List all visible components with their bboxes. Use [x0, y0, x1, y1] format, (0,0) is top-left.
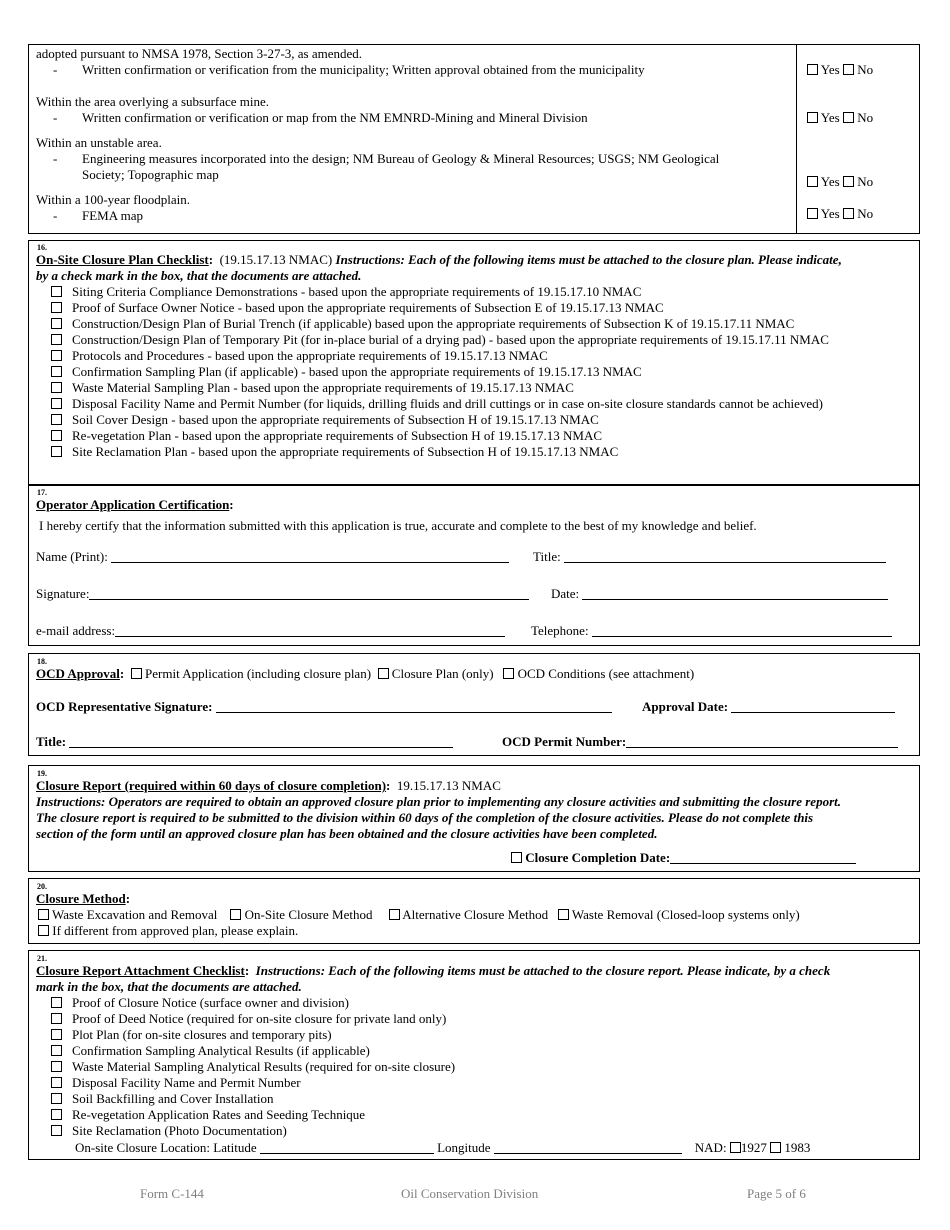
- title-line[interactable]: [564, 550, 886, 563]
- instructions: Instructions: Operators are required to obtain an approved closure plan prior to implementing any closure activities and submitting the closure report.: [36, 794, 841, 809]
- checklist-checkbox[interactable]: [51, 334, 62, 345]
- approval-date-field[interactable]: [642, 699, 895, 715]
- checklist-item: [51, 995, 349, 1011]
- title-field[interactable]: [533, 549, 886, 565]
- approval-date-label: Approval Date:: [642, 699, 729, 714]
- checklist-checkbox[interactable]: [51, 446, 62, 457]
- closure-method-options: [38, 907, 800, 923]
- no-checkbox[interactable]: [843, 112, 854, 123]
- checklist-item: [51, 300, 664, 316]
- checklist-checkbox[interactable]: [51, 302, 62, 313]
- yes-no-group: [807, 62, 873, 78]
- checklist-checkbox[interactable]: [51, 1125, 62, 1136]
- email-label: e-mail address:: [36, 623, 116, 638]
- waste-removal-checkbox[interactable]: [558, 909, 569, 920]
- siting-row-evidence: Society; Topographic map: [82, 167, 219, 182]
- closure-completion-date-label: Closure Completion Date:: [525, 850, 671, 865]
- checklist-item-label: Re-vegetation Plan - based upon the appropriate requirements of Subsection H of 19.15.17.13 NMAC: [72, 428, 602, 443]
- alternative-closure-checkbox[interactable]: [389, 909, 400, 920]
- yes-no-group: [807, 174, 873, 190]
- no-label: No: [857, 110, 874, 125]
- checklist-checkbox[interactable]: [51, 350, 62, 361]
- nad-1983-label: 1983: [784, 1140, 811, 1155]
- checklist-item-label: Plot Plan (for on-site closures and temporary pits): [72, 1027, 332, 1042]
- section-heading-line: Closure Method:: [36, 891, 131, 906]
- checklist-item: [51, 428, 602, 444]
- ocd-permit-number-line[interactable]: [626, 735, 898, 748]
- checklist-checkbox[interactable]: [51, 1109, 62, 1120]
- section-title: On-Site Closure Plan Checklist: [36, 252, 209, 267]
- checklist-item: [51, 412, 599, 428]
- yes-label: Yes: [820, 110, 840, 125]
- section-21-closure-report-attachments: [28, 950, 920, 1160]
- telephone-label: Telephone:: [531, 623, 589, 638]
- date-label: Date:: [551, 586, 580, 601]
- instructions-cont: by a check mark in the box, that the documents are attached.: [36, 268, 362, 283]
- yes-checkbox[interactable]: [807, 64, 818, 75]
- no-checkbox[interactable]: [843, 208, 854, 219]
- waste-excavation-label: Waste Excavation and Removal: [52, 907, 218, 922]
- section-heading-line: Operator Application Certification:: [36, 497, 234, 512]
- nmac-reference: 19.15.17.13 NMAC: [396, 778, 501, 793]
- latitude-line[interactable]: [260, 1141, 434, 1154]
- siting-criteria-table: [28, 44, 920, 234]
- no-label: No: [857, 174, 874, 189]
- footer-division: Oil Conservation Division: [401, 1186, 539, 1201]
- checklist-item: [51, 444, 618, 460]
- ocd-permit-number-label: OCD Permit Number:: [502, 734, 627, 749]
- checklist-checkbox[interactable]: [51, 1077, 62, 1088]
- checklist-checkbox[interactable]: [51, 318, 62, 329]
- section-heading-line: On-Site Closure Plan Checklist: (19.15.17.13 NMAC) Instructions: Each of the following items must be attached to the closure plan. Please indicate,: [36, 252, 842, 267]
- yes-checkbox[interactable]: [807, 112, 818, 123]
- checklist-item: [51, 284, 641, 300]
- section-title: Closure Report (required within 60 days of closure completion): [36, 778, 387, 793]
- longitude-line[interactable]: [494, 1141, 682, 1154]
- name-print-field[interactable]: [36, 549, 509, 565]
- checklist-checkbox[interactable]: [51, 382, 62, 393]
- no-checkbox[interactable]: [843, 176, 854, 187]
- closure-completion-checkbox[interactable]: [511, 852, 522, 863]
- section-number: 17.: [37, 488, 47, 497]
- longitude-label: Longitude: [437, 1140, 491, 1155]
- ocd-title-line[interactable]: [69, 735, 453, 748]
- checklist-item-label: Protocols and Procedures - based upon the appropriate requirements of 19.15.17.13 NMAC: [72, 348, 548, 363]
- signature-field[interactable]: [36, 586, 529, 602]
- instructions: The closure report is required to be submitted to the division within 60 days of the completion of the closure activities. Please do not complete this: [36, 810, 814, 825]
- checklist-item-label: Proof of Surface Owner Notice - based upon the appropriate requirements of Subsection E of 19.15.17.13 NMAC: [72, 300, 664, 315]
- section-title: Closure Method: [36, 891, 126, 906]
- checklist-item-label: Disposal Facility Name and Permit Number (for liquids, drilling fluids and drill cuttings or in case on-site closure standards cannot be achieved): [72, 396, 823, 411]
- checklist-item: [51, 364, 642, 380]
- section-number: 16.: [37, 243, 47, 252]
- checklist-checkbox[interactable]: [51, 1013, 62, 1024]
- checklist-item-label: Site Reclamation Plan - based upon the appropriate requirements of Subsection H of 19.15.17.13 NMAC: [72, 444, 619, 459]
- section-heading-line: Closure Report Attachment Checklist: Instructions: Each of the following items must be attached to the closure report. Please indicate, by a check: [36, 963, 831, 978]
- yes-checkbox[interactable]: [807, 176, 818, 187]
- email-line[interactable]: [115, 624, 505, 637]
- section-title: Operator Application Certification: [36, 497, 230, 512]
- ocd-conditions-label: OCD Conditions (see attachment): [517, 666, 695, 681]
- checklist-item: [51, 348, 548, 364]
- checklist-item-label: Confirmation Sampling Plan (if applicable) - based upon the appropriate requirements of 19.15.17.13 NMAC: [72, 364, 642, 379]
- siting-row-text: Within an unstable area.: [36, 135, 162, 150]
- section-18-ocd-approval: [28, 653, 920, 756]
- ocd-rep-signature-line[interactable]: [216, 700, 612, 713]
- section-17-operator-certification: [28, 485, 920, 646]
- telephone-line[interactable]: [592, 624, 892, 637]
- no-checkbox[interactable]: [843, 64, 854, 75]
- nad-label: NAD:: [694, 1140, 727, 1155]
- siting-row-text: Within the area overlying a subsurface mine.: [36, 94, 270, 109]
- ocd-permit-number-field[interactable]: [502, 734, 898, 750]
- checklist-item: [51, 1043, 370, 1059]
- checklist-checkbox[interactable]: [51, 430, 62, 441]
- closure-completion-date-line[interactable]: [670, 851, 856, 864]
- siting-row-text: adopted pursuant to NMSA 1978, Section 3-27-3, as amended.: [36, 46, 363, 61]
- ocd-title-label: Title:: [36, 734, 67, 749]
- checklist-item: [51, 1059, 455, 1075]
- permit-application-checkbox[interactable]: [131, 668, 142, 679]
- checklist-item-label: Waste Material Sampling Analytical Results (required for on-site closure): [72, 1059, 456, 1074]
- checklist-item: [51, 1091, 273, 1107]
- checklist-item-label: Siting Criteria Compliance Demonstrations - based upon the appropriate requirements of 19.15.17.10 NMAC: [72, 284, 642, 299]
- signature-label: Signature:: [36, 586, 90, 601]
- onsite-closure-label: On-Site Closure Method: [244, 907, 373, 922]
- checklist-item: [51, 1027, 332, 1043]
- section-20-closure-method: [28, 878, 920, 944]
- checklist-item: [51, 1107, 365, 1123]
- checklist-checkbox[interactable]: [51, 1029, 62, 1040]
- section-heading-line: Closure Report (required within 60 days of closure completion): 19.15.17.13 NMAC: [36, 778, 501, 793]
- nad-1983-checkbox[interactable]: [770, 1142, 781, 1153]
- waste-excavation-checkbox[interactable]: [38, 909, 49, 920]
- no-label: No: [857, 206, 874, 221]
- dash: -: [53, 62, 58, 77]
- siting-row-evidence: FEMA map: [82, 208, 144, 223]
- onsite-closure-location: [75, 1140, 810, 1156]
- no-label: No: [857, 62, 874, 77]
- date-field[interactable]: [551, 586, 888, 602]
- section-number: 18.: [37, 657, 47, 666]
- table-divider: [796, 45, 797, 233]
- nmac-reference: (19.15.17.13 NMAC): [219, 252, 333, 267]
- checklist-item: [51, 1075, 301, 1091]
- closure-completion-date-field[interactable]: [511, 850, 856, 866]
- dash: -: [53, 110, 58, 125]
- checklist-checkbox[interactable]: [51, 1061, 62, 1072]
- checklist-item-label: Construction/Design Plan of Burial Trench (if applicable) based upon the appropriate requirements of Subsection K of 19.15.17.11 NMAC: [72, 316, 795, 331]
- certification-statement: I hereby certify that the information submitted with this application is true, accurate and complete to the best of my knowledge and belief.: [39, 518, 757, 533]
- checklist-item: [51, 396, 823, 412]
- instructions: section of the form until an approved closure plan has been obtained and the closure activities have been completed.: [36, 826, 658, 841]
- siting-row-evidence: Written confirmation or verification or map from the NM EMNRD-Mining and Mineral Division: [82, 110, 588, 125]
- section-title: Closure Report Attachment Checklist: [36, 963, 245, 978]
- checklist-checkbox[interactable]: [51, 366, 62, 377]
- ocd-conditions-checkbox[interactable]: [503, 668, 514, 679]
- ocd-title-field[interactable]: [36, 734, 453, 750]
- checklist-checkbox[interactable]: [51, 398, 62, 409]
- section-number: 19.: [37, 769, 47, 778]
- nad-1927-checkbox[interactable]: [730, 1142, 741, 1153]
- yes-label: Yes: [820, 206, 840, 221]
- footer-form-number: Form C-144: [140, 1186, 204, 1201]
- dash: -: [53, 151, 58, 166]
- yes-no-group: [807, 110, 873, 126]
- checklist-item-label: Confirmation Sampling Analytical Results (if applicable): [72, 1043, 370, 1058]
- checklist-item: [51, 380, 574, 396]
- waste-removal-label: Waste Removal (Closed-loop systems only): [571, 907, 800, 922]
- checklist-item-label: Proof of Closure Notice (surface owner and division): [72, 995, 349, 1010]
- email-field[interactable]: [36, 623, 505, 639]
- checklist-checkbox[interactable]: [51, 1045, 62, 1056]
- checklist-item-label: Waste Material Sampling Plan - based upon the appropriate requirements of 19.15.17.13 NMAC: [72, 380, 574, 395]
- checklist-item-label: Disposal Facility Name and Permit Number: [72, 1075, 301, 1090]
- dash: -: [53, 208, 58, 223]
- alternative-closure-label: Alternative Closure Method: [402, 907, 549, 922]
- yes-label: Yes: [820, 174, 840, 189]
- checklist-checkbox[interactable]: [51, 286, 62, 297]
- checklist-checkbox[interactable]: [51, 414, 62, 425]
- checklist-item-label: Proof of Deed Notice (required for on-site closure for private land only): [72, 1011, 447, 1026]
- section-16-onsite-closure-checklist: [28, 240, 920, 485]
- checklist-item: [51, 332, 829, 348]
- instructions: Instructions: Each of the following items must be attached to the closure report. Please indicate, by a check: [255, 963, 831, 978]
- section-number: 21.: [37, 954, 47, 963]
- checklist-item: [51, 316, 794, 332]
- telephone-field[interactable]: [531, 623, 892, 639]
- closure-plan-only-checkbox[interactable]: [378, 668, 389, 679]
- approval-options: OCD Approval: Permit Application (including closure plan) Closure Plan (only) OCD Conditions (see attachment): [36, 666, 695, 681]
- checklist-item-label: Soil Backfilling and Cover Installation: [72, 1091, 274, 1106]
- siting-row-evidence: Written confirmation or verification from the municipality; Written approval obtained from the municipality: [82, 62, 645, 77]
- onsite-closure-checkbox[interactable]: [230, 909, 241, 920]
- siting-row-text: Within a 100-year floodplain.: [36, 192, 190, 207]
- ocd-rep-signature-label: OCD Representative Signature:: [36, 699, 213, 714]
- name-line[interactable]: [111, 550, 509, 563]
- checklist-checkbox[interactable]: [51, 997, 62, 1008]
- checklist-item-label: Site Reclamation (Photo Documentation): [72, 1123, 287, 1138]
- instructions: Instructions: Each of the following items must be attached to the closure plan. Please indicate,: [335, 252, 842, 267]
- checklist-item: [51, 1123, 287, 1139]
- nad-1927-label: 1927: [740, 1140, 767, 1155]
- title-label: Title:: [533, 549, 561, 564]
- closure-plan-only-label: Closure Plan (only): [391, 666, 494, 681]
- yes-label: Yes: [820, 62, 840, 77]
- footer-page-number: Page 5 of 6: [747, 1186, 806, 1201]
- instructions-cont: mark in the box, that the documents are attached.: [36, 979, 302, 994]
- latitude-label: On-site Closure Location: Latitude: [75, 1140, 257, 1155]
- yes-checkbox[interactable]: [807, 208, 818, 219]
- checklist-item-label: Soil Cover Design - based upon the appropriate requirements of Subsection H of 19.15.17.13 NMAC: [72, 412, 599, 427]
- ocd-rep-signature-field[interactable]: [36, 699, 612, 715]
- checklist-item: [51, 1011, 446, 1027]
- permit-application-label: Permit Application (including closure plan): [145, 666, 372, 681]
- yes-no-group: [807, 206, 873, 222]
- section-number: 20.: [37, 882, 47, 891]
- checklist-item-label: Construction/Design Plan of Temporary Pit (for in-place burial of a drying pad) - based upon the appropriate requirements of 19.15.17.11 NMAC: [72, 332, 829, 347]
- date-line[interactable]: [582, 587, 888, 600]
- section-19-closure-report: [28, 765, 920, 872]
- section-title: OCD Approval: [36, 666, 120, 681]
- different-plan-option: [38, 923, 298, 939]
- checklist-item-label: Re-vegetation Application Rates and Seeding Technique: [72, 1107, 366, 1122]
- different-plan-checkbox[interactable]: [38, 925, 49, 936]
- checklist-checkbox[interactable]: [51, 1093, 62, 1104]
- different-plan-label: If different from approved plan, please explain.: [52, 923, 299, 938]
- signature-line[interactable]: [89, 587, 529, 600]
- siting-row-evidence: Engineering measures incorporated into the design; NM Bureau of Geology & Mineral Resources; USGS; NM Geological: [82, 151, 720, 166]
- name-label: Name (Print):: [36, 549, 108, 564]
- approval-date-line[interactable]: [731, 700, 895, 713]
